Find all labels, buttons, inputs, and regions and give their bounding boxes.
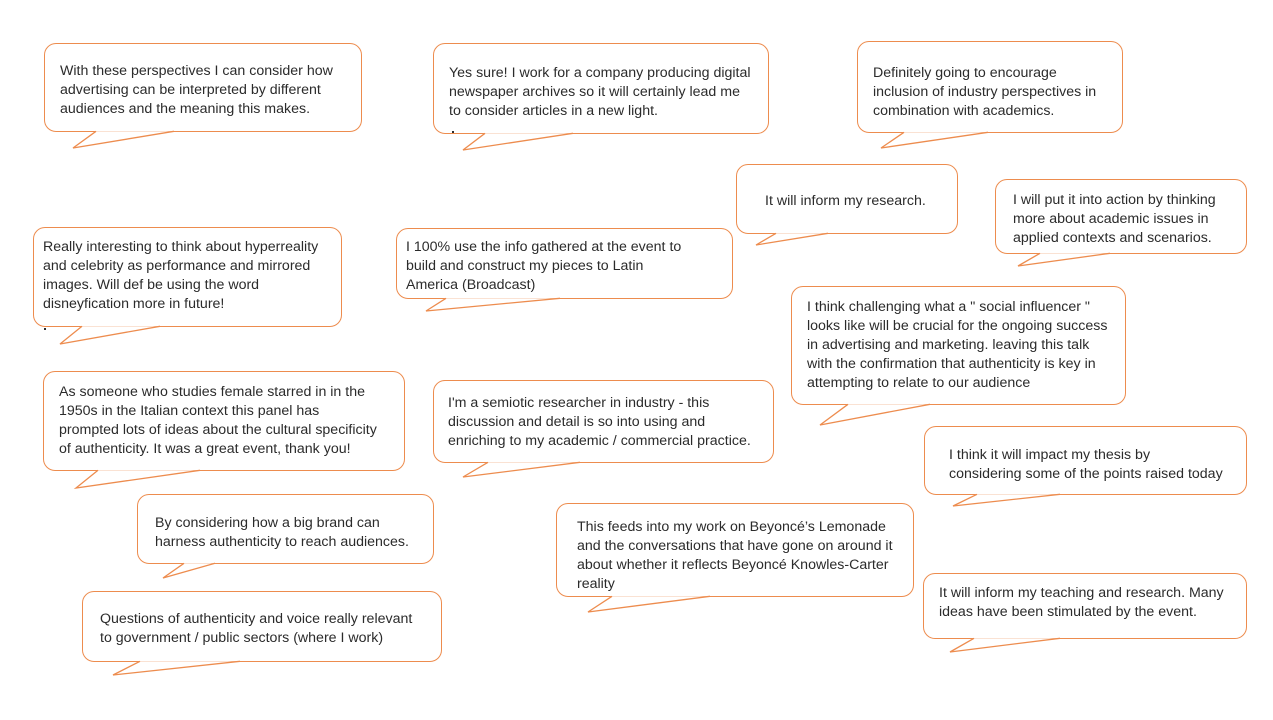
bubble-tail (881, 132, 988, 148)
bubble-tail (60, 326, 160, 344)
bubble-tail (820, 404, 930, 425)
bubble-text: This feeds into my work on Beyoncé’s Lemonade and the conversations that have gone on around it about whether it reflects Beyoncé Knowles-Carter reality (577, 519, 893, 592)
bubble-tail (588, 596, 710, 612)
speech-bubble (791, 286, 1126, 405)
stray-dot (44, 328, 46, 330)
bubble-tail (463, 462, 580, 477)
bubble-text: Yes sure! I work for a company producing digital newspaper archives so it will certainly lead me to consider articles in a new light. (449, 65, 751, 119)
bubble-text: I think challenging what a " social influencer " looks like will be crucial for the ongoing success in advertising and marketing. leaving this talk with the confirmation that authenticity is key in attempting to relate to our audience (807, 299, 1108, 391)
speech-bubble (433, 43, 769, 134)
speech-bubble (995, 179, 1247, 254)
bubble-tail (463, 133, 573, 150)
speech-bubble (43, 371, 405, 471)
speech-bubble (923, 573, 1247, 639)
bubble-tail (953, 494, 1060, 506)
speech-bubble (82, 591, 442, 662)
bubble-text: I think it will impact my thesis by considering some of the points raised today (949, 447, 1223, 482)
speech-bubble (556, 503, 914, 597)
bubble-tail (76, 470, 200, 488)
bubble-tail (950, 638, 1060, 652)
bubble-text: I 100% use the info gathered at the event to build and construct my pieces to Latin America (Broadcast) (406, 239, 682, 293)
bubble-tail (73, 131, 174, 148)
stray-dot (452, 131, 454, 133)
speech-bubble (736, 164, 958, 234)
speech-bubble (137, 494, 434, 564)
bubble-tail (756, 233, 828, 245)
speech-bubble (396, 228, 733, 299)
bubble-tail (1018, 253, 1110, 266)
speech-bubble (857, 41, 1123, 133)
speech-bubble (924, 426, 1247, 495)
speech-bubble (33, 227, 342, 327)
speech-bubble (44, 43, 362, 132)
bubble-text: Questions of authenticity and voice really relevant to government / public sectors (where I work) (100, 611, 413, 646)
bubble-tail (113, 661, 240, 675)
bubble-tail (426, 298, 560, 311)
bubble-text: It will inform my teaching and research. Many ideas have been stimulated by the event. (939, 585, 1224, 620)
bubble-text: Definitely going to encourage inclusion of industry perspectives in combination with academics. (873, 65, 1097, 119)
bubble-text: As someone who studies female starred in in the 1950s in the Italian context this panel has prompted lots of ideas about the cultural specificity of authenticity. It was a great event, thank you! (59, 384, 377, 457)
bubble-tail (163, 563, 215, 578)
bubble-text: By considering how a big brand can harness authenticity to reach audiences. (155, 515, 409, 550)
bubble-text: Really interesting to think about hyperreality and celebrity as performance and mirrored images. Will def be using the word disneyfication more in future! (43, 239, 319, 312)
speech-bubble (433, 380, 774, 463)
bubble-text: I will put it into action by thinking more about academic issues in applied contexts and scenarios. (1013, 192, 1216, 246)
bubble-text: I'm a semiotic researcher in industry - this discussion and detail is so into using and enriching to my academic / commercial practice. (448, 395, 751, 449)
bubble-text: With these perspectives I can consider how advertising can be interpreted by different audiences and the meaning this makes. (60, 63, 333, 117)
bubble-text: It will inform my research. (765, 193, 926, 209)
